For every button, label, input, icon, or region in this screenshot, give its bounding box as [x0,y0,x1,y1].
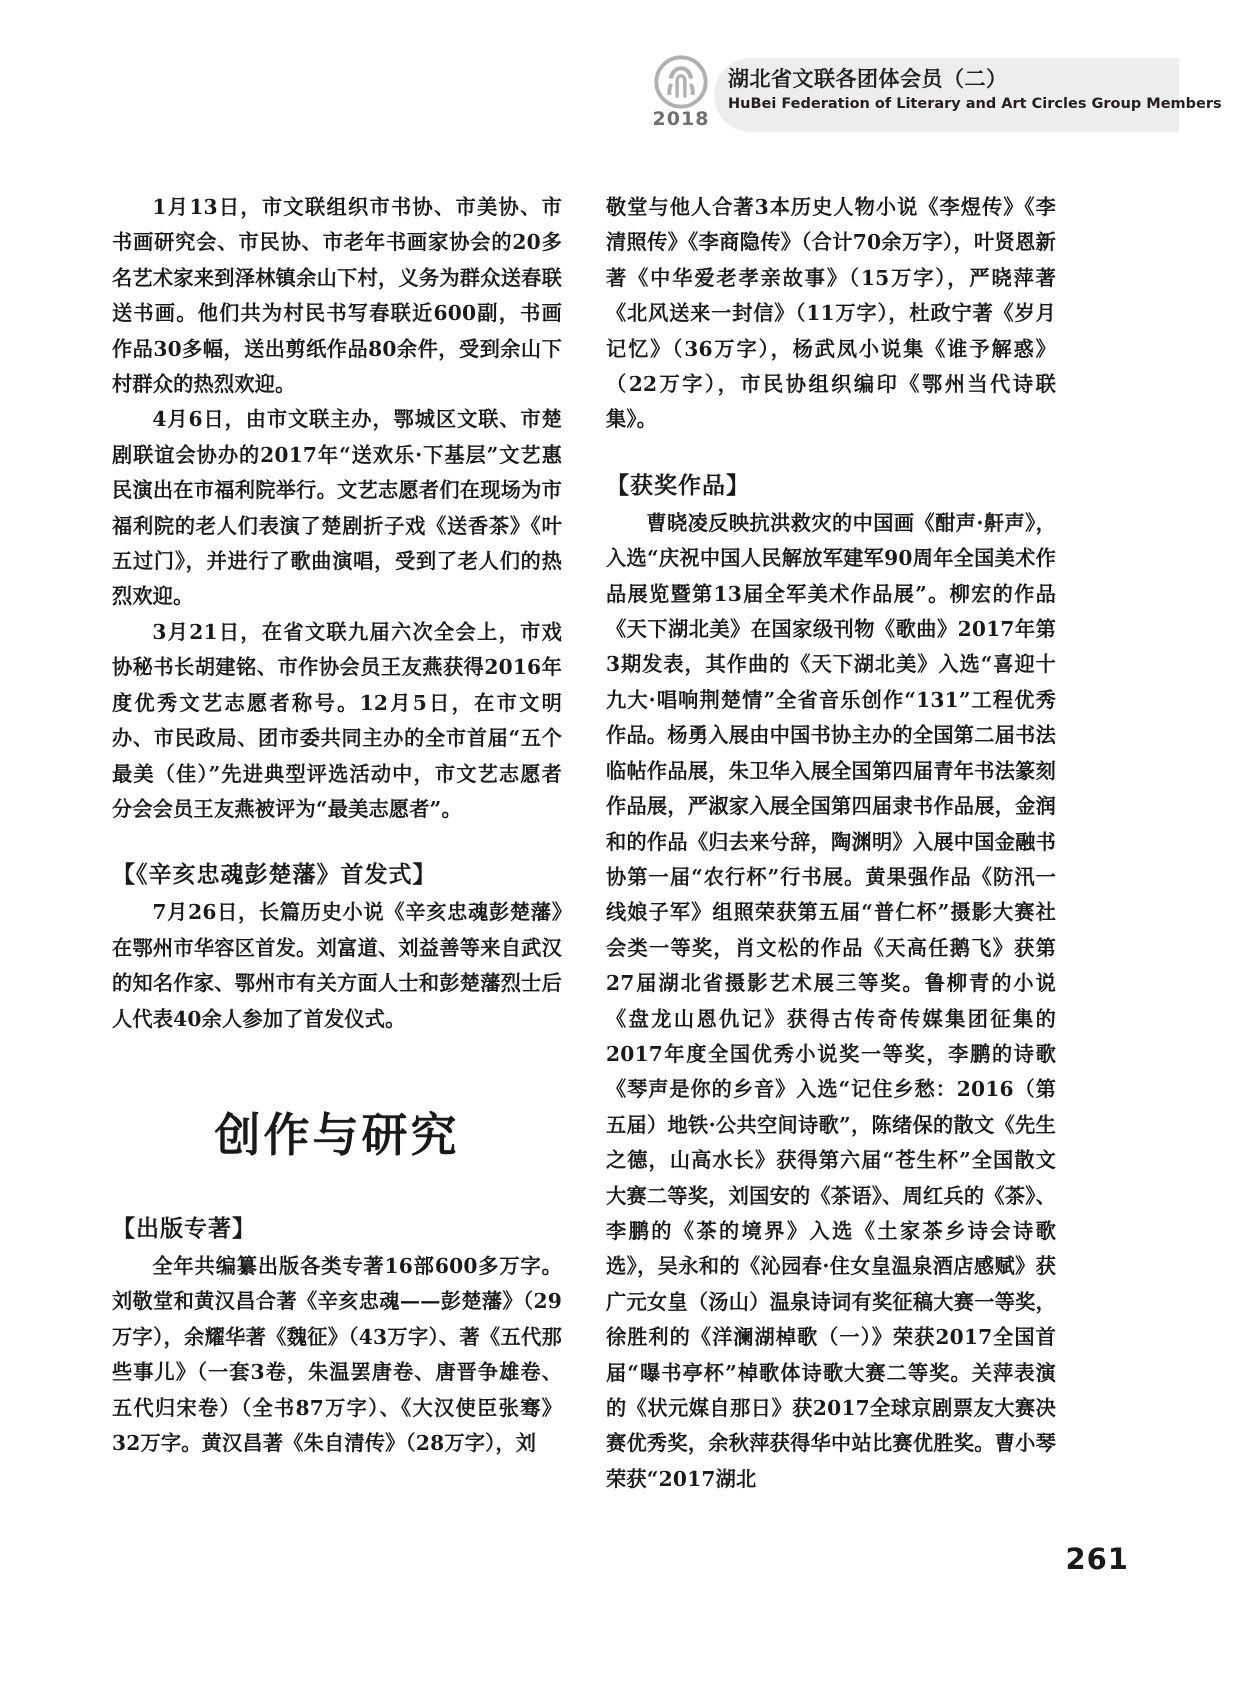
paragraph-jan13: 1月13日，市文联组织市书协、市美协、市书画研究会、市民协、市老年书画家协会的20多名艺术家来到泽林镇余山下村，义务为群众送春联送书画。他们共为村民书写春联近600副，书画作品30多幅，送出剪纸作品80余件，受到余山下村群众的热烈欢迎。 [112,195,562,397]
heading-published-works: 【出版专著】 [112,1215,256,1242]
paragraph-apr6: 4月6日，由市文联主办，鄂城区文联、市楚剧联谊会协办的2017年“送欢乐·下基层”文艺惠民演出在市福利院举行。文艺志愿者们在现场为市福利院的老人们表演了楚剧折子戏《送香茶》《叶五过门》，并进行了歌曲演唱，受到了老人们的热烈欢迎。 [112,407,562,609]
left-column [112,190,562,1455]
page-body [112,190,1124,1491]
header-title-english: HuBei Federation of Literary and Art Circles Group Members [728,96,1222,113]
page-number: 261 [1065,1542,1129,1576]
paragraph-book-premiere: 7月26日，长篇历史小说《辛亥忠魂彭楚藩》在鄂州市华容区首发。刘富道、刘益善等来自武汉的知名作家、鄂州市有关方面人士和彭楚藩烈士后人代表40余人参加了首发仪式。 [112,900,562,1031]
header-title-group [728,66,1222,114]
publication-year: 2018 [652,108,710,130]
paragraph-published-works-continued: 敬堂与他人合著3本历史人物小说《李煜传》《李清照传》《李商隐传》（合计70余万字），叶贤恩新著《中华爱老孝亲故事》（15万字），严晓萍著《北风送来一封信》（11万字），杜政宁著《岁月记忆》（36万字），杨武凤小说集《谁予解惑》（22万字），市民协组织编印《鄂州当代诗联集》。 [606,195,1056,432]
part-title-creation-and-research: 创作与研究 [214,1107,460,1162]
right-column [606,190,1056,1491]
paragraph-published-works: 全年共编纂出版各类专著16部600多万字。刘敬堂和黄汉昌合著《辛亥忠魂——彭楚藩》（29万字），余耀华著《魏征》（43万字）、著《五代那些事儿》（一套3卷，朱温罢唐卷、唐晋争雄卷、五代归宋卷）（全书87万字）、《大汉使臣张骞》32万字。黄汉昌著《朱自清传》（28万字），刘 [112,1253,562,1455]
heading-book-premiere: 【《辛亥忠魂彭楚藩》首发式】 [112,862,437,889]
header-title-chinese: 湖北省文联各团体会员（二） [728,67,1008,91]
heading-award-winning-works: 【获奖作品】 [606,472,750,499]
page-running-header [0,48,1241,144]
paragraph-mar21: 3月21日，在省文联九届六次全会上，市戏协秘书长胡建铭、市作协会员王友燕获得2016年度优秀文艺志愿者称号。12月5日，在市文明办、市民政局、团市委共同主办的全市首届“五个最美（佳）”先进典型评选活动中，市文艺志愿者分会会员王友燕被评为“最美志愿者”。 [112,619,562,821]
hubei-federation-emblem-icon [653,54,709,110]
paragraph-award-winning-works: 曹晓凌反映抗洪救灾的中国画《酣声·鼾声》，入选“庆祝中国人民解放军建军90周年全国美术作品展览暨第13届全军美术作品展”。柳宏的作品《天下湖北美》在国家级刊物《歌曲》2017年第3期发表，其作曲的《天下湖北美》入选“喜迎十九大·唱响荆楚情”全省音乐创作“131”工程优秀作品。杨勇入展由中国书协主办的全国第二届书法临帖作品展，朱卫华入展全国第四届青年书法篆刻作品展，严淑家入展全国第四届隶书作品展，金润和的作品《归去来兮辞，陶渊明》入展中国金融书协第一届“农行杯”行书展。黄果强作品《防汛一线娘子军》组照荣获第五届“普仁杯”摄影大赛社会类一等奖，肖文松的作品《天高任鹅飞》获第27届湖北省摄影艺术展三等奖。鲁柳青的小说《盘龙山恩仇记》获得古传奇传媒集团征集的2017年度全国优秀小说奖一等奖，李鹏的诗歌《琴声是你的乡音》入选“记住乡愁：2016（第五届）地铁·公共空间诗歌”，陈绪保的散文《先生之德，山高水长》获得第六届“苍生杯”全国散文大赛二等奖，刘国安的《茶语》、周红兵的《茶》、李鹏的《茶的境界》入选《土家茶乡诗会诗歌选》，吴永和的《沁园春·住女皇温泉酒店感赋》获广元女皇（汤山）温泉诗词有奖征稿大赛一等奖，徐胜利的《洋澜湖棹歌（一）》荣获2017全国首届“曝书亭杯”棹歌体诗歌大赛二等奖。关萍表演的《状元媒自那日》获2017全球京剧票友大赛决赛优秀奖，余秋萍获得华中站比赛优胜奖。曹小琴荣获“2017湖北 [606,510,1056,1491]
publication-logo [638,54,724,130]
